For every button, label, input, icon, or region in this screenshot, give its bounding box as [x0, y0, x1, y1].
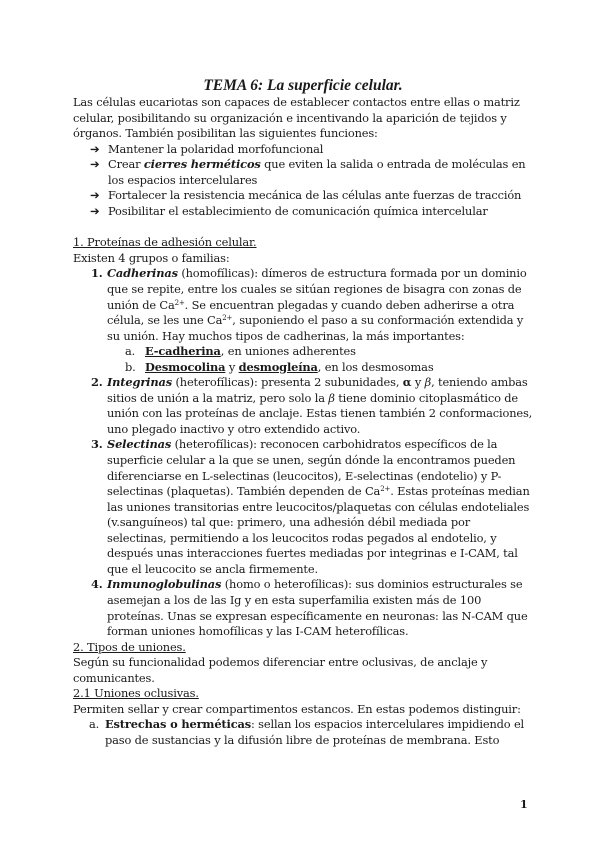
cadherin-types-list: [107, 344, 533, 375]
section1-heading: 1. Proteínas de adhesión celular.: [73, 235, 257, 250]
list-number: 2.: [91, 375, 103, 390]
section1-lead: Existen 4 grupos o familias:: [73, 250, 230, 265]
arrow-icon: ➔: [90, 141, 100, 156]
section2-heading: 2. Tipos de uniones.: [73, 639, 186, 654]
list-item-selectinas: 3. Selectinas (heterofílicas): reconocen carbohidratos específicos de la superficie celular a la que se unen, según dónde la encontramos pueden diferenciarse en L-selectinas (leucocitos), E-selectinas (endotelio) y P-selectinas (plaquetas). También dependen de $Ca^{2+}$. Estas proteínas median las uniones transitorias entre leucocitos/plaquetas con células endoteliales (v.sanguíneos) tal que: primero, una adhesión débil mediada por selectinas, permitiendo a los leucocitos rodas pegados al endotelio, y después unas interacciones fuertes mediadas por integrinas e I-CAM, tal que el leucocito se ancla firmemente.: [91, 437, 530, 576]
term-selectinas: Selectinas: [107, 437, 172, 452]
list-item: ➔ Fortalecer la resistencia mecánica de las células ante fuerzas de tracción: [90, 188, 522, 203]
occlusive-types-list: [73, 717, 533, 748]
term-cadherinas: Cadherinas: [107, 266, 178, 281]
list-item-integrinas: 2. Integrinas (heterofílicas): presenta 2 subunidades, α y β, teniendo ambas sitios de unión a la matriz, pero solo la β tiene dominio citoplasmático de unión con las proteínas de anclaje. Estas tienen también 2 conformaciones, uno plegado inactivo y otro extendido activo.: [91, 375, 533, 436]
arrow-icon: ➔: [90, 188, 100, 203]
list-item: b. Desmocolina y desmogleína, en los desmosomas: [125, 359, 434, 374]
functions-list: [73, 142, 533, 220]
list-item-inmunoglobulinas: 4. Inmunoglobulinas (homo o heterofílicas): sus dominios estructurales se asemejan a los de las Ig y en esta superfamilia existen más de 100 proteínas. Unas se expresan específicamente en neuronas: las N-CAM que forman uniones homofílicas y las I-CAM heterofílicas.: [91, 577, 528, 639]
section2-1-heading: 2.1 Uniones oclusivas.: [73, 686, 199, 701]
list-item: ➔ Mantener la polaridad morfofuncional: [90, 141, 324, 156]
section2-1-lead: Permiten sellar y crear compartimentos estancos. En estas podemos distinguir:: [73, 701, 521, 716]
term-integrinas: Integrinas: [107, 375, 172, 390]
term-estrechas: Estrechas o herméticas: [105, 717, 251, 732]
document-page: [73, 76, 533, 748]
bold-term: cierres herméticos: [143, 157, 261, 172]
list-item: a. Estrechas o herméticas: sellan los espacios intercelulares impidiendo el paso de sustancias y la difusión libre de proteínas de membrana. Esto: [89, 717, 525, 747]
list-number: 3.: [91, 437, 103, 452]
list-item: ➔ Posibilitar el establecimiento de comunicación química intercelular: [90, 203, 488, 218]
section2-lead: Según su funcionalidad podemos diferenciar entre oclusivas, de anclaje y comunicantes.: [73, 655, 488, 685]
list-item: a. E-cadherina, en uniones adherentes: [125, 344, 356, 359]
protein-families-list: [73, 266, 533, 639]
term-desmogleina: desmogleína: [238, 359, 318, 374]
spacer: [73, 219, 533, 235]
term-e-cadherina: E-cadherina: [145, 344, 221, 359]
list-number: 1.: [91, 266, 103, 281]
arrow-icon: ➔: [90, 203, 100, 218]
arrow-icon: ➔: [90, 157, 100, 172]
term-inmunoglobulinas: Inmunoglobulinas: [107, 577, 222, 592]
list-number: 4.: [91, 577, 103, 592]
list-item-cadherinas: 1. Cadherinas (homofílicas): dímeros de estructura formada por un dominio que se repite, entre los cuales se sitúan regiones de bisagra con zonas de unión de $Ca^{2+}$. Se encuentran plegadas y cuando deben adherirse a otra célula, se les une $Ca^{2+}$, suponiendo el paso a su conformación extendida y su unión. Hay muchos tipos de cadherinas, la más importantes: a. E-cadherina, en uniones adherentes b. Desmocolina y desmogleína, en los desmosomas: [107, 266, 533, 375]
term-desmocolina: Desmocolina: [145, 359, 226, 374]
document-title: TEMA 6: La superficie celular.: [203, 77, 403, 94]
intro-paragraph: Las células eucariotas son capaces de establecer contactos entre ellas o matriz celular, posibilitando su organización e incentivando la aparición de tejidos y órganos. También posibilitan las siguientes funciones:: [73, 95, 520, 141]
page-number: 1: [520, 798, 528, 811]
list-item: ➔ Crear cierres herméticos que eviten la salida o entrada de moléculas en los espacios intercelulares: [90, 157, 526, 187]
